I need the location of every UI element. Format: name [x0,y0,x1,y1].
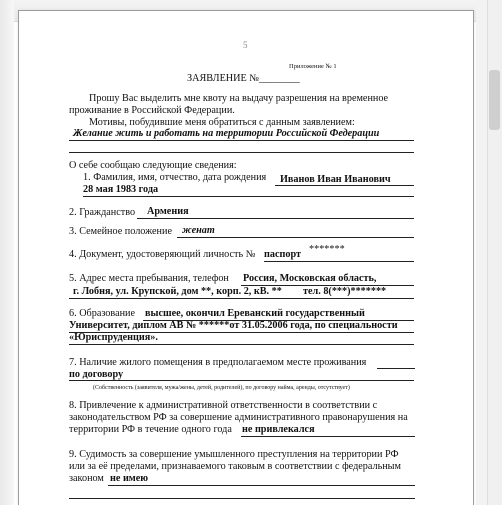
underline [177,237,414,238]
item4-value: паспорт [264,249,301,260]
underline [69,380,414,381]
item2-label: 2. Гражданство [69,207,136,218]
item8-line-3: территории РФ в течение одного года [69,424,232,435]
item6-label: 6. Образование [69,308,136,319]
underline [69,152,414,153]
underline [137,218,414,219]
motives-value: Желание жить и работать на территории Российской Федерации [73,128,380,139]
item8-line-2: законодательством РФ за совершение административного правонарушения на [69,412,408,423]
item7-value: по договору [69,369,124,380]
item9-line-2: или за её пределами, признаваемого таковым в соответствии с федеральным [69,461,401,472]
underline [69,344,414,345]
viewer-left-margin [0,0,14,505]
appendix-label: Приложение № 1 [289,63,337,70]
item4-number: ******* [309,244,345,255]
scrollbar-thumb[interactable] [489,70,500,130]
underline [69,140,414,141]
underline [241,436,415,437]
item4-label: 4. Документ, удостоверяющий личность № [69,249,256,260]
underline [108,485,415,486]
item9-line-1: 9. Судимость за совершение умышленного преступления на территории РФ [69,449,399,460]
item5-value-1: Россия, Московская область, [243,273,377,284]
item9-line-3: законом [69,473,104,484]
item8-value: не привлекался [242,424,315,435]
item5-label: 5. Адрес места пребывания, телефон [69,273,229,284]
item5-value-2: г. Лобня, ул. Крупской, дом **, корп. 2, кВ. ** [73,286,282,297]
underline [69,498,415,499]
underline [264,261,414,262]
item2-value: Армения [147,206,189,217]
intro-line-1: Прошу Вас выделить мне квоту на выдачу разрешения на временное [89,93,389,104]
item3-value: женат [182,225,215,236]
underline [377,368,415,369]
item7-label: 7. Наличие жилого помещения в предполагаемом месте проживания [69,357,367,368]
underline [275,185,414,186]
page-number: 5 [243,40,248,50]
underline [83,196,414,197]
item1-birth: 28 мая 1983 года [83,184,159,195]
document-page [18,10,474,505]
item6-value-3: «Юриспруденция». [69,332,158,343]
motives-label: Мотивы, побудившие меня обратиться с данным заявлением: [89,117,355,128]
intro-line-2: проживание в Российской Федерации. [69,105,235,116]
item5-phone: тел. 8(***)******* [303,286,387,297]
item6-value-2: Университет, диплом АВ № ******от 31.05.2006 года, по специальности [69,320,398,331]
underline [69,298,414,299]
item9-value: не имею [110,473,149,484]
item6-value-1: высшее, окончил Ереванский государственный [145,308,365,319]
item1-label: 1. Фамилия, имя, отчество, дата рождения [83,172,267,183]
document-title: ЗАЯВЛЕНИЕ №________ [187,73,300,84]
item3-label: 3. Семейное положение [69,226,172,237]
item8-line-1: 8. Привлечение к административной ответственности в соответствии с [69,400,378,411]
item7-hint: (Собственность (заявителя, мужа/жены, детей, родителей), по договору найма, аренды, отсутствует) [93,385,350,391]
item1-name: Иванов Иван Иванович [280,174,391,185]
about-label: О себе сообщаю следующие сведения: [69,160,237,171]
